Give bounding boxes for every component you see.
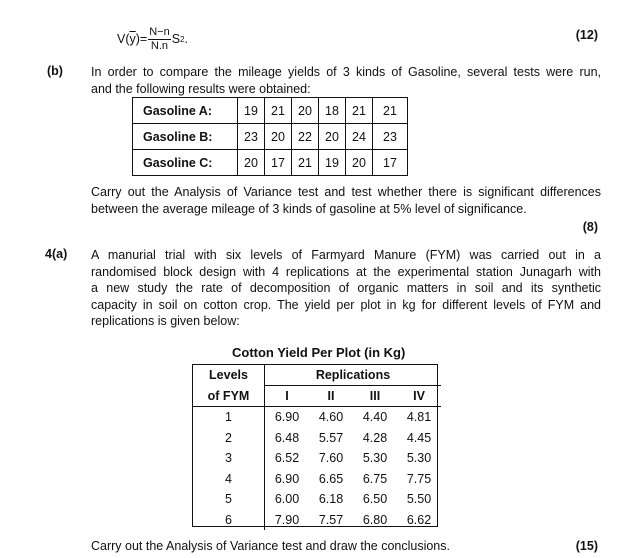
q4a-text: A manurial trial with six levels of Farmyard Manure (FYM) was carried out in a randomised block design with 4 replications at the experimental station Junagarh with a new study the rate of decomposition of organic matters in soil and its synthetic capacity in soil on cotton crop. The yield per plot in kg for different levels of FYM and replications is given below:: [91, 248, 601, 328]
y-bar: $\overline{y}$: [129, 32, 136, 46]
table-row: Gasoline C: 20 17 21 19 20 17: [133, 150, 408, 176]
q4a-final-instruction: Carry out the Analysis of Variance test and draw the conclusions.: [91, 539, 450, 553]
cotton-yield-table: [193, 365, 441, 530]
marks-12: (12): [575, 28, 598, 42]
table-row: 4 6.90 6.65 6.75 7.75: [193, 469, 441, 490]
q4a-label: 4(a): [45, 247, 68, 261]
fraction: $\frac{N-n}{N.n}$: [149, 25, 170, 52]
table-row: 1 6.90 4.60 4.40 4.81: [193, 407, 441, 428]
table-title: Cotton Yield Per Plot (in Kg): [232, 345, 406, 360]
part-b-question: Carry out the Analysis of Variance test and test whether there is significant differences between the average mileage of 3 kinds of gasoline at 5% level of significance.: [91, 185, 601, 216]
table-row: 2 6.48 5.57 4.28 4.45: [193, 428, 441, 449]
table-row: 6 7.90 7.57 6.80 6.62: [193, 510, 441, 531]
table-row: Gasoline B: 23 20 22 20 24 23: [133, 124, 408, 150]
part-b-label: (b): [47, 64, 63, 78]
table-row: 5 6.00 6.18 6.50 5.50: [193, 489, 441, 510]
table-header-row: of FYM I II III IV: [193, 386, 441, 407]
table-row: Gasoline A: 19 21 20 18 21 21: [133, 98, 408, 124]
table-header-row: Levels Replications: [193, 365, 441, 386]
marks-15: (15): [575, 539, 598, 553]
table-row: 3 6.52 7.60 5.30 5.30: [193, 448, 441, 469]
gasoline-table: [132, 97, 408, 176]
variance-formula: V( $\overline{y}$ )= $\frac{N-n}{N.n}$ S 2 .: [117, 25, 188, 52]
marks-8: (8): [582, 220, 598, 234]
part-b-intro: In order to compare the mileage yields of 3 kinds of Gasoline, several tests were run, and the following results were obtained:: [91, 65, 601, 96]
